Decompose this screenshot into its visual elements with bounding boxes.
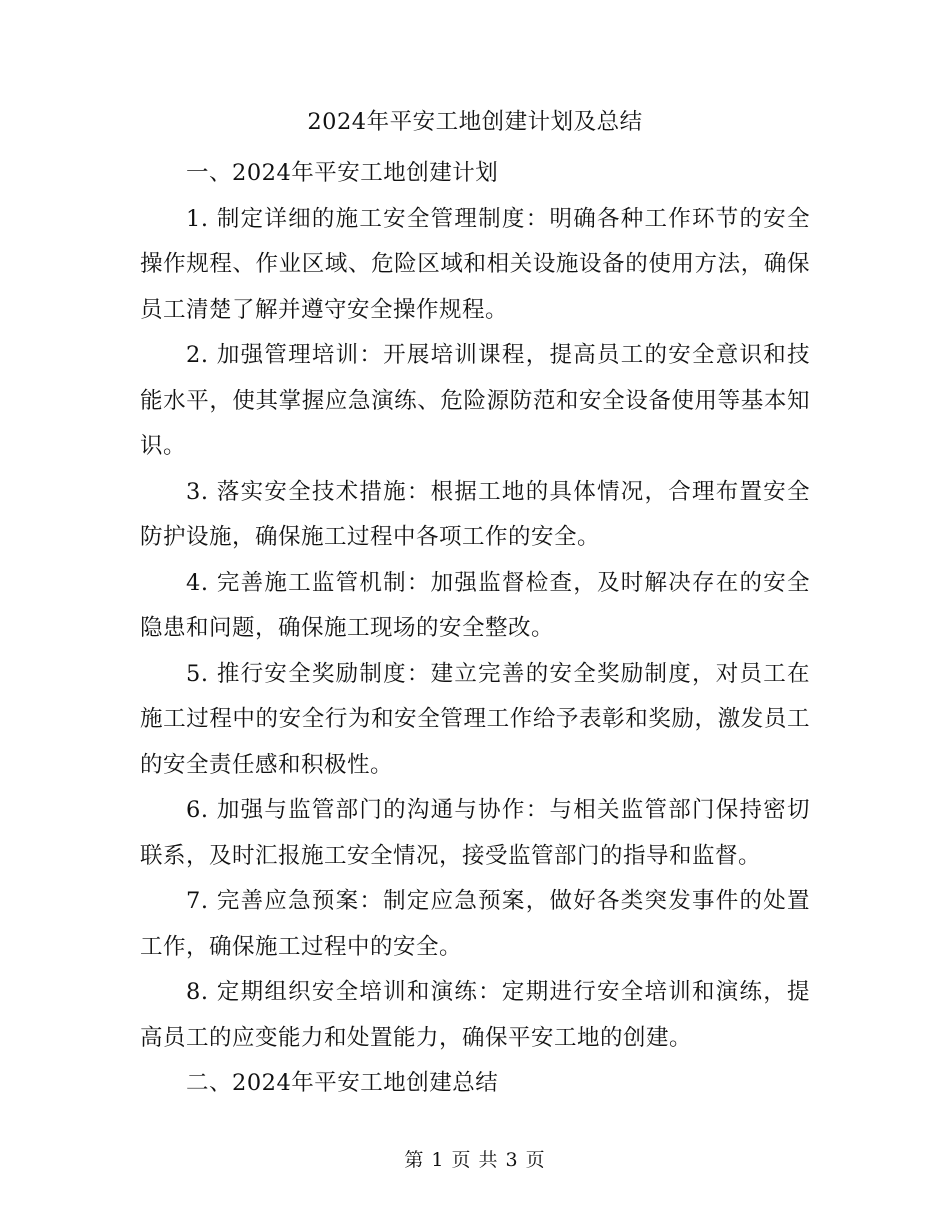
document-title: 2024年平安工地创建计划及总结	[307, 109, 643, 135]
plan-item-1: 1. 制定详细的施工安全管理制度：明确各种工作环节的安全操作规程、作业区域、危险区域和相关设施设备的使用方法，确保员工清楚了解并遵守安全操作规程。	[140, 205, 810, 323]
plan-item-7: 7. 完善应急预案：制定应急预案，做好各类突发事件的处置工作，确保施工过程中的安全。	[140, 888, 810, 960]
plan-item-2: 2. 加强管理培训：开展培训课程，提高员工的安全意识和技能水平，使其掌握应急演练、危险源防范和安全设备使用等基本知识。	[140, 342, 810, 459]
section-heading-summary: 二、2024年平安工地创建总结	[186, 1070, 499, 1096]
plan-item-5: 5. 推行安全奖励制度：建立完善的安全奖励制度，对员工在施工过程中的安全行为和安全管理工作给予表彰和奖励，激发员工的安全责任感和积极性。	[140, 660, 810, 778]
plan-item-3: 3. 落实安全技术措施：根据工地的具体情况，合理布置安全防护设施，确保施工过程中各项工作的安全。	[140, 478, 810, 550]
page-number-footer: 第 1 页 共 3 页	[404, 1149, 546, 1171]
plan-item-8: 8. 定期组织安全培训和演练：定期进行安全培训和演练，提高员工的应变能力和处置能力，确保平安工地的创建。	[140, 979, 810, 1051]
document-body	[140, 151, 810, 1107]
plan-item-4: 4. 完善施工监管机制：加强监督检查，及时解决存在的安全隐患和问题，确保施工现场的安全整改。	[140, 569, 810, 641]
plan-item-6: 6. 加强与监管部门的沟通与协作：与相关监管部门保持密切联系，及时汇报施工安全情况，接受监管部门的指导和监督。	[140, 797, 810, 869]
section-heading-plan: 一、2024年平安工地创建计划	[186, 160, 499, 186]
